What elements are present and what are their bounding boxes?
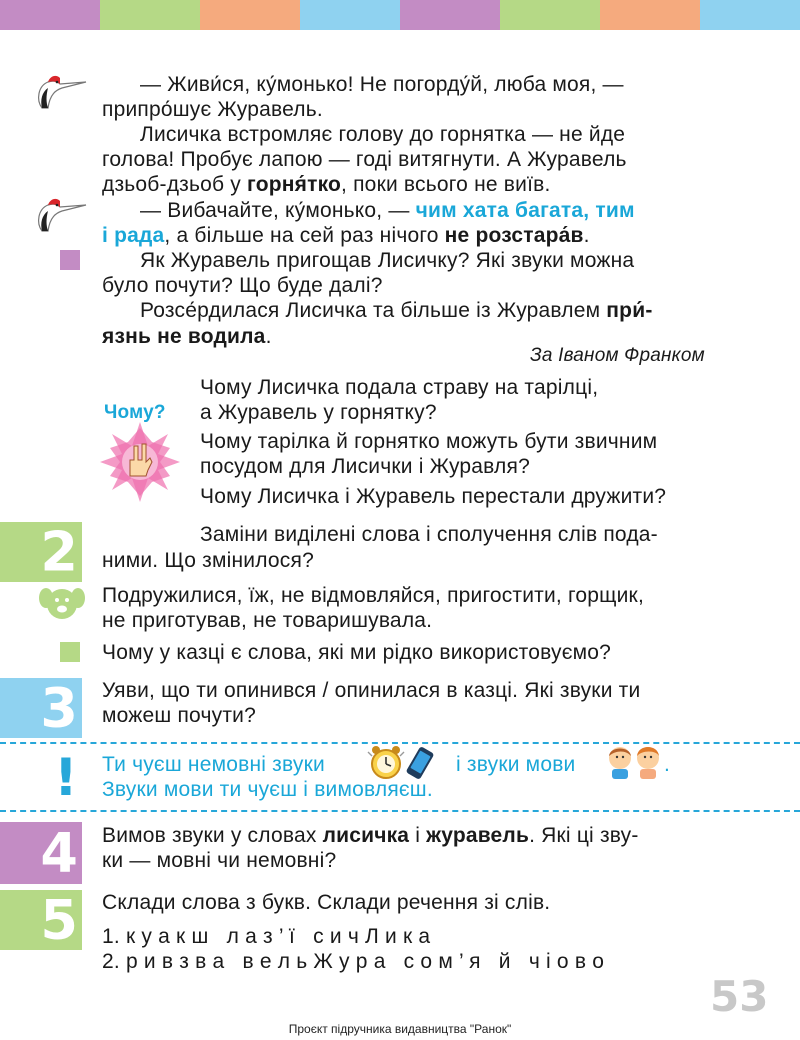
why-label: Чому? xyxy=(104,402,166,423)
task-text: ки — мовні чи немовні? xyxy=(102,849,337,872)
task-number-block xyxy=(0,890,82,950)
task-number-block xyxy=(0,678,82,738)
question-line: Чому у казці є слова, які ми рідко використовуємо? xyxy=(102,641,612,664)
stripe-segment xyxy=(300,0,400,30)
question-line: було почути? Що буде далі? xyxy=(102,274,383,297)
page-number: 53 xyxy=(710,972,769,1021)
story-line: Лисичка встромляє голову до горнятка — не йде xyxy=(140,123,626,146)
highlighted-word: лисичка xyxy=(322,824,410,847)
highlighted-phrase: і рада xyxy=(102,224,165,247)
story-line xyxy=(140,198,635,223)
task-text: Уяви, що ти опинився / опинилася в казці. Які звуки ти xyxy=(102,679,641,702)
story-line: — Живи́ся, ку́монько! Не погорду́й, люба моя, — xyxy=(140,73,624,96)
story-text: дзьоб-дзьоб у xyxy=(102,173,248,196)
rule-line xyxy=(664,752,670,777)
stripe-segment xyxy=(700,0,800,30)
why-question: а Журавель у горнятку? xyxy=(200,401,437,424)
question-line: Як Журавель пригощав Лисичку? Які звуки можна xyxy=(140,249,635,272)
rule-text: . xyxy=(664,753,671,776)
why-question: посудом для Лисички і Журавля? xyxy=(200,455,530,478)
stripe-segment xyxy=(600,0,700,30)
task-text xyxy=(102,823,639,848)
story-text: Розсе́рдилася Лисичка та більше із Журавлем xyxy=(140,299,607,322)
story-line: припро́шує Журавель. xyxy=(102,98,323,121)
dog-face-icon xyxy=(38,586,86,622)
task-number: 5 xyxy=(40,888,78,952)
why-question: Чому Лисичка і Журавель перестали дружити? xyxy=(200,485,667,508)
task-number-block xyxy=(0,522,82,582)
crane-icon xyxy=(32,193,88,233)
task-number: 4 xyxy=(40,821,78,885)
highlighted-word: горня́тко xyxy=(247,173,342,196)
exclamation-mark: ! xyxy=(54,748,78,808)
highlighted-word: при́- xyxy=(606,299,653,322)
story-text: . xyxy=(265,325,272,348)
stripe-segment xyxy=(500,0,600,30)
author-credit: За Іваном Франком xyxy=(530,345,705,366)
letters-line: 1. к у а к ш л а з ’ ї с и ч Л и к а xyxy=(102,925,431,948)
highlighted-phrase: не розстара́в xyxy=(444,224,584,247)
story-text: . xyxy=(583,224,590,247)
story-line xyxy=(102,223,590,248)
why-question: Чому тарілка й горнятко можуть бути звичним xyxy=(200,430,658,453)
story-line xyxy=(102,324,272,349)
task-number: 3 xyxy=(40,676,78,740)
rule-line xyxy=(102,752,325,777)
children-talking-icon xyxy=(604,742,666,780)
highlighted-phrase: язнь не водила xyxy=(102,325,266,348)
story-text: , поки всього не виїв. xyxy=(341,173,551,196)
story-text: — Вибачайте, ку́монько, — xyxy=(140,199,416,222)
highlighted-word: журавель xyxy=(426,824,530,847)
task-text-part: і xyxy=(409,824,427,847)
task-text: ними. Що змінилося? xyxy=(102,549,314,572)
flower-hand-icon xyxy=(98,420,182,504)
task-number: 2 xyxy=(40,520,78,584)
story-line xyxy=(102,172,551,197)
stripe-segment xyxy=(400,0,500,30)
stripe-segment xyxy=(0,0,100,30)
task-text: Склади слова з букв. Склади речення зі слів. xyxy=(102,891,551,914)
task-text-part: Вимов звуки у словах xyxy=(102,824,323,847)
rule-text: Ти чуєш немовні звуки xyxy=(102,753,325,776)
stripe-segment xyxy=(100,0,200,30)
word-list: Подружилися, їж, не відмовляйся, пригостити, горщик, xyxy=(102,584,644,607)
rule-text: і звуки мови xyxy=(456,753,576,776)
stripe-segment xyxy=(200,0,300,30)
highlighted-phrase: чим хата багата, тим xyxy=(415,199,635,222)
rule-border-bottom xyxy=(0,810,800,812)
crane-icon xyxy=(32,70,88,110)
rule-line xyxy=(456,752,575,777)
letters-line: 2. р и в з в а в е л ь Ж у р а с о м ’ я й ч і о в о xyxy=(102,950,605,973)
top-color-stripe xyxy=(0,0,800,30)
rule-line: Звуки мови ти чуєш і вимовляєш. xyxy=(102,778,433,801)
story-line xyxy=(140,298,653,323)
task-text-part: . Які ці зву- xyxy=(529,824,639,847)
why-question: Чому Лисичка подала страву на тарілці, xyxy=(200,376,599,399)
story-line: голова! Пробує лапою — годі витягнути. А Журавель xyxy=(102,148,627,171)
task-number-block xyxy=(0,822,82,884)
question-marker xyxy=(60,642,80,662)
word-list: не приготував, не товаришувала. xyxy=(102,609,433,632)
story-text: , а більше на сей раз нічого xyxy=(164,224,445,247)
task-text: можеш почути? xyxy=(102,704,256,727)
task-text: Заміни виділені слова і сполучення слів пода- xyxy=(200,523,658,546)
question-marker xyxy=(60,250,80,270)
footer-credit: Проєкт підручника видавництва "Ранок" xyxy=(288,1022,512,1036)
